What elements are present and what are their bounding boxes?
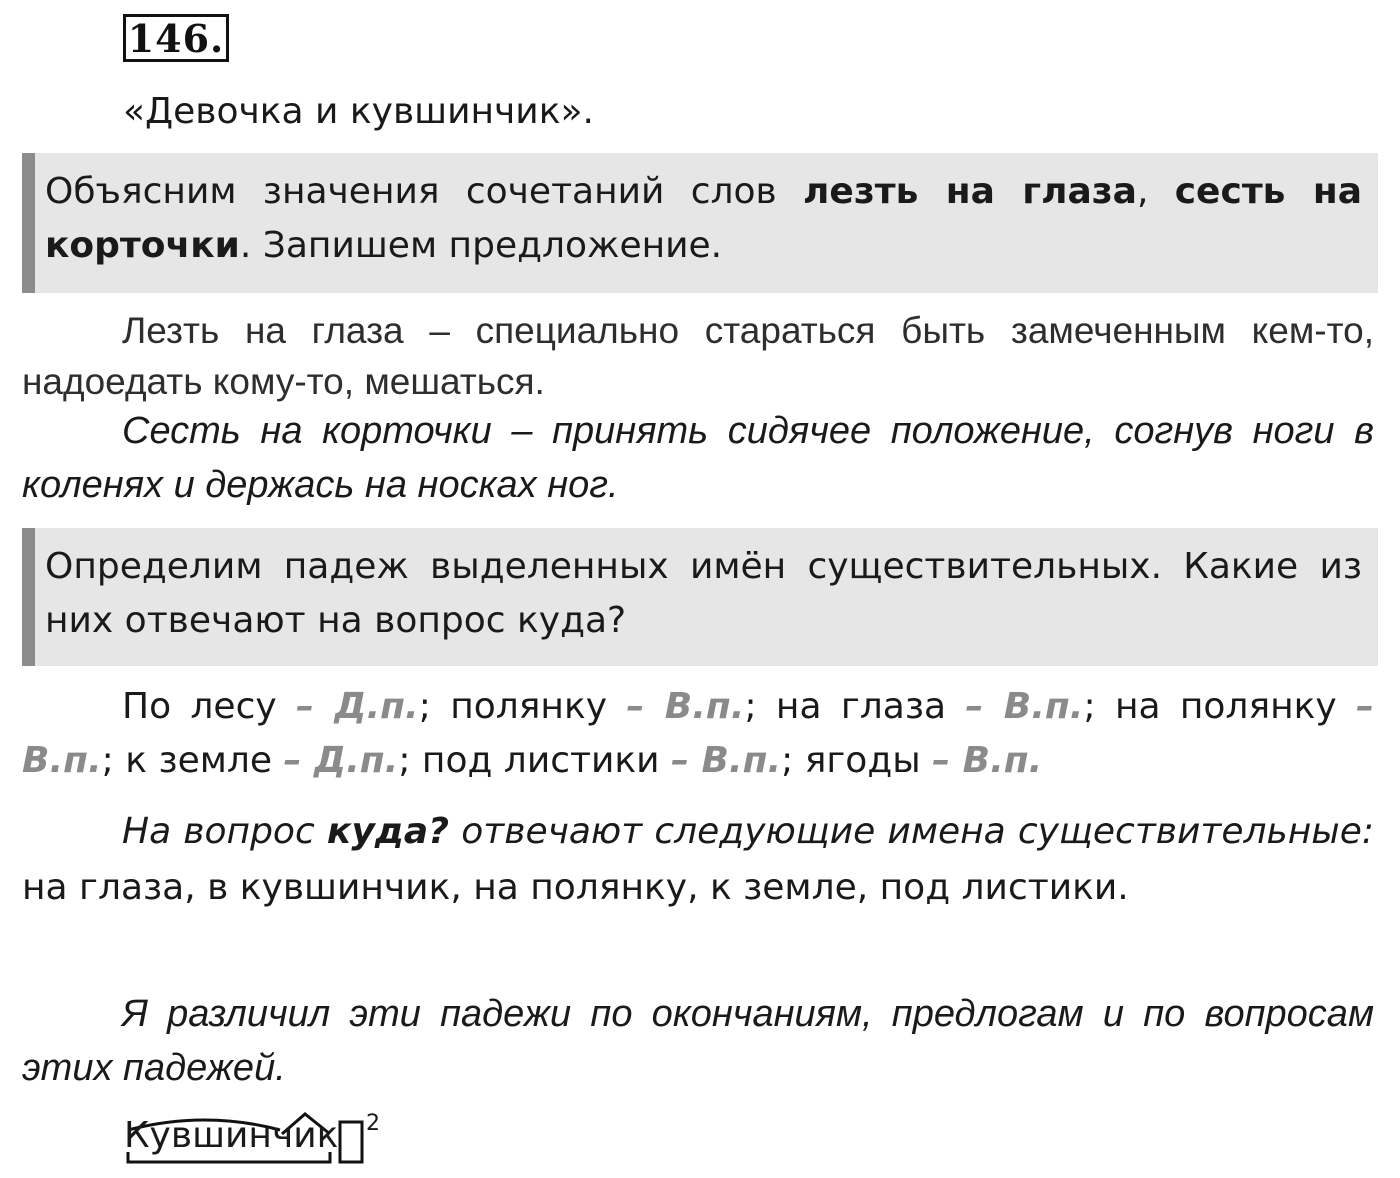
case-item-word: на полянку [1114,686,1357,727]
text-title: «Девочка и кувшинчик». [123,91,594,132]
task-1-text [45,165,1362,273]
exercise-number: 146. [123,14,229,62]
task-box-1 [22,153,1378,293]
case-item-word: под листики [421,740,671,781]
task-1-text-part-2: . Запишем предложение. [239,225,723,266]
conclusion-text: Я различил эти падежи по окончаниям, предлогам и по вопросам этих падежей. [22,993,1374,1089]
superscript-number: 2 [366,1111,380,1136]
definition-2-text: Сесть на корточки – принять сидячее положение, согнув ноги в коленях и держась на носках ног. [22,410,1374,506]
kuda-list: на глаза, в кувшинчик, на полянку, к земле, под листики. [22,867,1129,908]
task-1-comma: , [1136,171,1175,212]
case-item-word: По лесу [122,686,297,727]
case-label: – В.п. [965,686,1084,727]
phrase-sest-na-kortochki: сесть на корточки [45,171,1362,266]
case-label: – В.п. [670,740,782,781]
conclusion [22,987,1374,1095]
case-separator: ; [418,686,451,727]
case-label: – В.п. [22,686,1375,781]
definition-lezt-na-glaza [22,306,1374,408]
kuda-lead-1: На вопрос [122,811,327,852]
case-separator: ; [781,740,805,781]
phrase-lezt-na-glaza: лезть на глаза [803,171,1137,212]
kuda-question: куда? [326,811,450,852]
definition-sest-na-kortochki [22,404,1374,512]
case-item-word: к земле [125,740,284,781]
task-1-text-part-1: Объясним значения сочетаний слов [45,171,804,212]
task-box-2 [22,528,1378,666]
case-separator: ; [1083,686,1115,727]
case-item-word: полянку [450,686,627,727]
cases-answer [22,680,1374,788]
case-label: – В.п. [932,740,1043,781]
case-separator: ; [101,740,126,781]
case-label: – Д.п. [283,740,399,781]
case-separator: ; [744,686,776,727]
null-ending-box [340,1122,362,1162]
task-2-text: Определим падеж выделенных имён существительных. Какие из них отвечают на вопрос куда? [45,546,1362,641]
case-label: – В.п. [626,686,745,727]
definition-1-text: Лезть на глаза – специально стараться быть замеченным кем-то, надоедать кому-то, мешаться. [22,310,1374,402]
kuda-lead-2: отвечают следующие имена существительные: [449,811,1374,852]
kuda-answer [22,804,1374,916]
analyzed-word: Кувшинчик [124,1115,339,1156]
case-item-word: ягоды [804,740,933,781]
case-item-word: на глаза [775,686,966,727]
case-label: – Д.п. [296,686,419,727]
case-separator: ; [398,740,422,781]
